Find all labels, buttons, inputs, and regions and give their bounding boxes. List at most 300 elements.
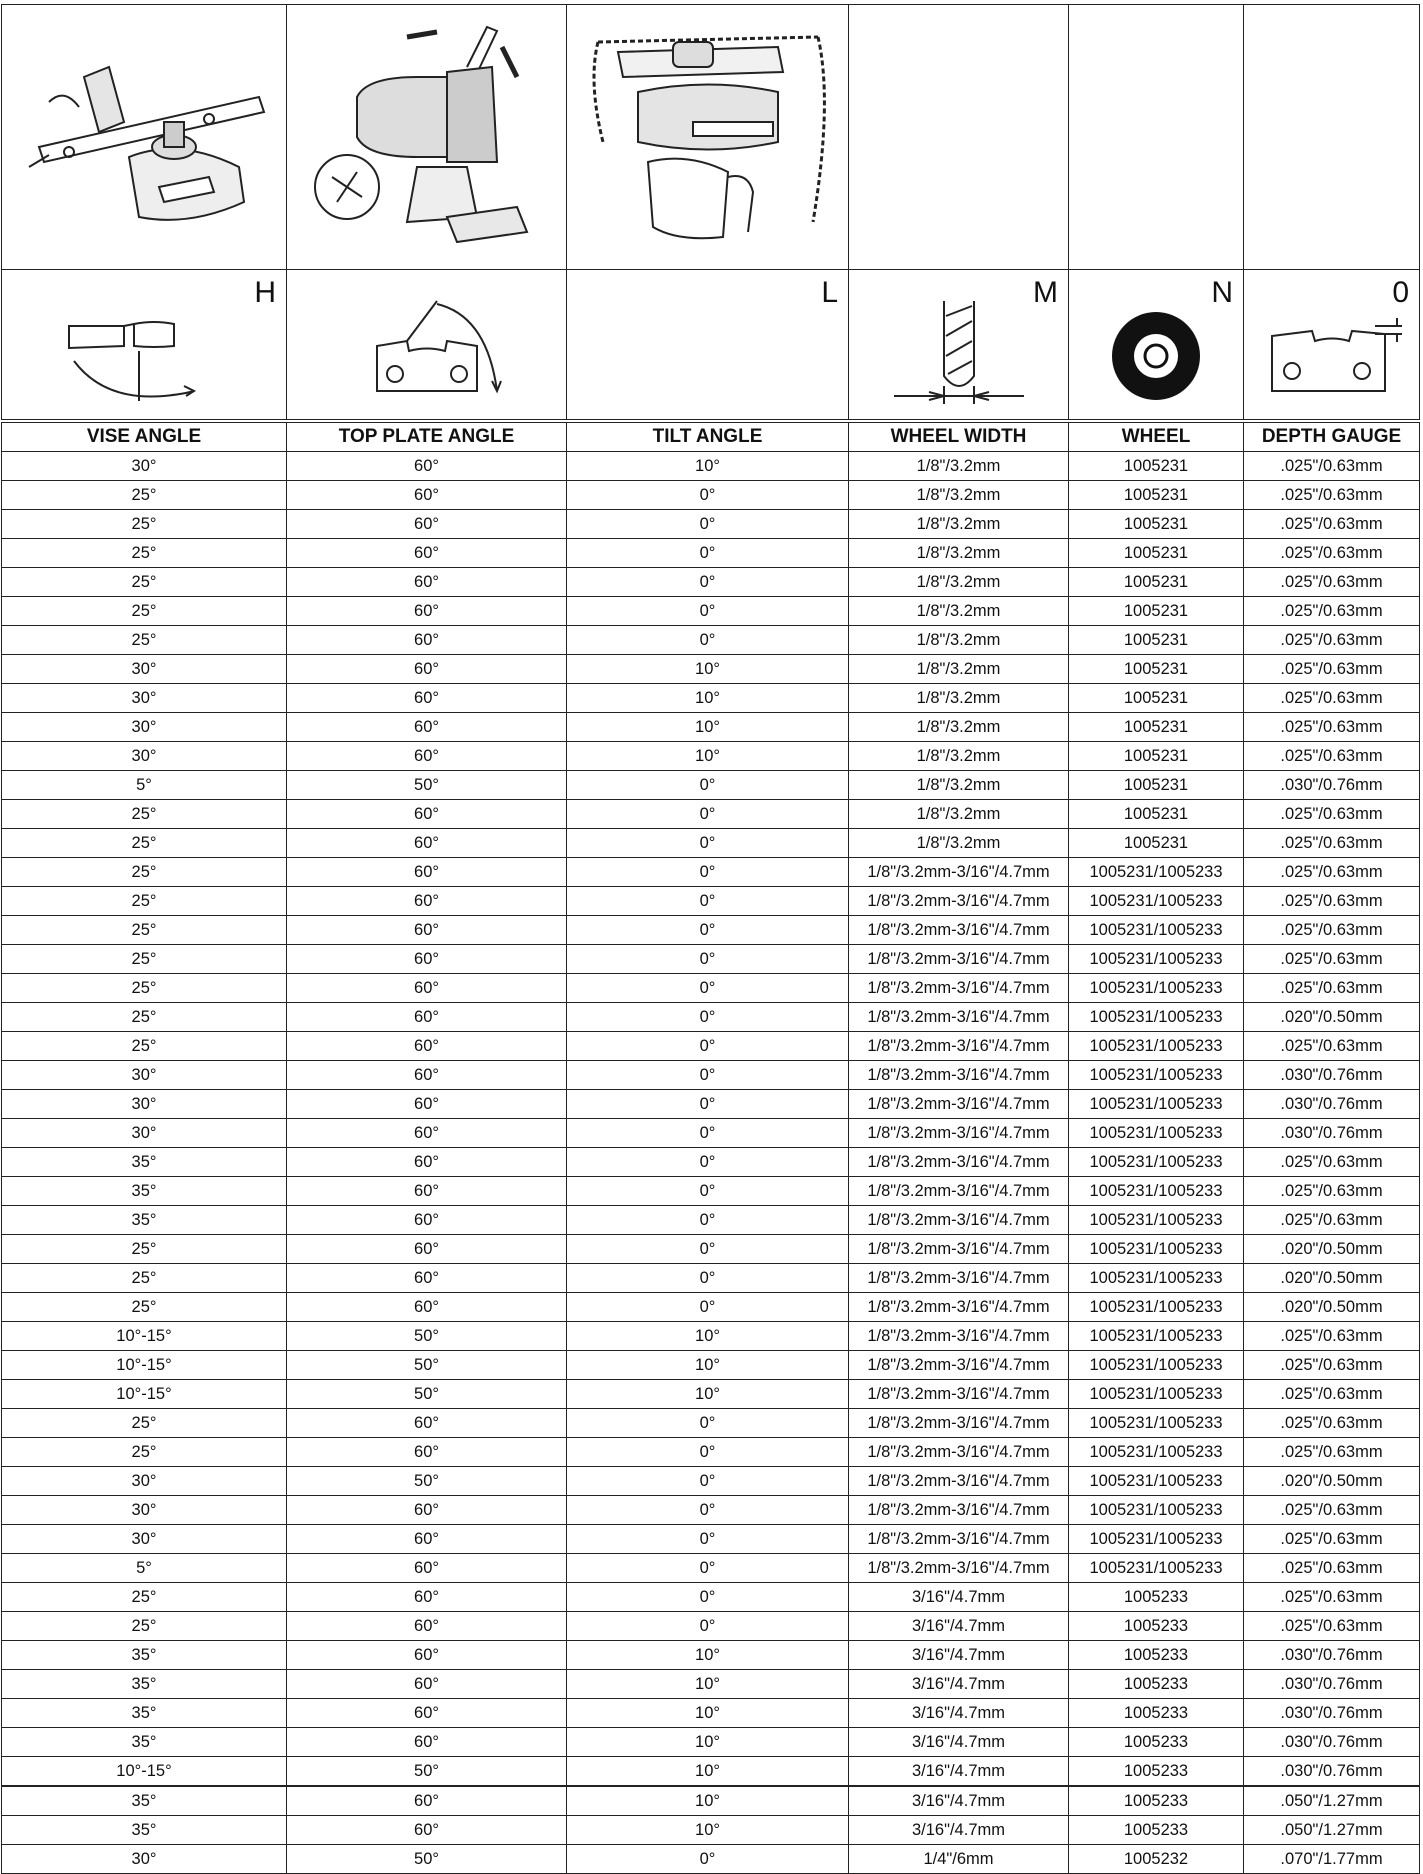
table-cell: 3/16"/4.7mm	[849, 1641, 1069, 1670]
table-header-row	[2, 423, 1420, 452]
table-cell: 0°	[567, 1496, 849, 1525]
table-cell: 1005231/1005233	[1069, 1322, 1244, 1351]
table-cell: .030"/0.76mm	[1244, 1670, 1420, 1699]
table-cell: 10°	[567, 1380, 849, 1409]
table-row	[2, 1554, 1420, 1583]
table-cell: 1005231/1005233	[1069, 1148, 1244, 1177]
table-cell: 1005231	[1069, 568, 1244, 597]
table-cell: 35°	[2, 1670, 287, 1699]
table-cell: 25°	[2, 568, 287, 597]
table-cell: .025"/0.63mm	[1244, 684, 1420, 713]
table-cell: 1005231	[1069, 510, 1244, 539]
table-cell: 0°	[567, 539, 849, 568]
table-row	[2, 1728, 1420, 1757]
table-cell: 1/8"/3.2mm-3/16"/4.7mm	[849, 887, 1069, 916]
table-cell: 1/8"/3.2mm	[849, 597, 1069, 626]
table-cell: 60°	[287, 510, 567, 539]
table-cell: 10°	[567, 1787, 849, 1816]
table-cell: 10°	[567, 1757, 849, 1786]
grinding-wheel-icon	[1106, 306, 1206, 406]
table-cell: 35°	[2, 1699, 287, 1728]
table-row	[2, 1583, 1420, 1612]
table-cell: 50°	[287, 1322, 567, 1351]
table-cell: 30°	[2, 1496, 287, 1525]
table-cell: 1005231/1005233	[1069, 887, 1244, 916]
table-cell: 1005233	[1069, 1699, 1244, 1728]
table-row	[2, 510, 1420, 539]
table-cell: 1005231/1005233	[1069, 1264, 1244, 1293]
table-row	[2, 1148, 1420, 1177]
table-cell: 60°	[287, 1148, 567, 1177]
table-cell: 10°-15°	[2, 1322, 287, 1351]
table-cell: 1/8"/3.2mm-3/16"/4.7mm	[849, 916, 1069, 945]
table-cell: 0°	[567, 568, 849, 597]
table-cell: 0°	[567, 887, 849, 916]
table-cell: 0°	[567, 481, 849, 510]
table-row	[2, 858, 1420, 887]
table-cell: 0°	[567, 945, 849, 974]
table-cell: 1/8"/3.2mm	[849, 539, 1069, 568]
table-cell: .025"/0.63mm	[1244, 568, 1420, 597]
letter-h: H	[254, 276, 276, 309]
table-cell: 60°	[287, 800, 567, 829]
table-row	[2, 945, 1420, 974]
table-cell: 1005233	[1069, 1757, 1244, 1786]
table-cell: 1/8"/3.2mm	[849, 829, 1069, 858]
table-cell: 35°	[2, 1816, 287, 1845]
table-cell: 60°	[287, 742, 567, 771]
empty-illustration-cell-3	[1244, 5, 1420, 270]
table-cell: 50°	[287, 1351, 567, 1380]
table-cell: 1/8"/3.2mm-3/16"/4.7mm	[849, 1235, 1069, 1264]
table-cell: 60°	[287, 539, 567, 568]
table-cell: 1/8"/3.2mm-3/16"/4.7mm	[849, 1061, 1069, 1090]
table-cell: 10°-15°	[2, 1351, 287, 1380]
table-cell: 1/8"/3.2mm-3/16"/4.7mm	[849, 1177, 1069, 1206]
table-cell: .025"/0.63mm	[1244, 1351, 1420, 1380]
table-cell: 1/8"/3.2mm-3/16"/4.7mm	[849, 1264, 1069, 1293]
table-cell: 30°	[2, 684, 287, 713]
table-cell: 30°	[2, 1119, 287, 1148]
table-cell: 35°	[2, 1641, 287, 1670]
table-cell: 1005231	[1069, 452, 1244, 481]
table-row	[2, 1090, 1420, 1119]
table-cell: 0°	[567, 1090, 849, 1119]
table-cell: .030"/0.76mm	[1244, 1061, 1420, 1090]
top-plate-angle-diagram-cell	[287, 270, 567, 420]
table-cell: 1/8"/3.2mm-3/16"/4.7mm	[849, 858, 1069, 887]
table-cell: 1005231/1005233	[1069, 1032, 1244, 1061]
table-cell: 30°	[2, 742, 287, 771]
table-cell: 1005231	[1069, 713, 1244, 742]
table-cell: 60°	[287, 1032, 567, 1061]
table-cell: 60°	[287, 1641, 567, 1670]
table-cell: .030"/0.76mm	[1244, 1119, 1420, 1148]
table-cell: 25°	[2, 945, 287, 974]
table-cell: 5°	[2, 1554, 287, 1583]
table-cell: 0°	[567, 829, 849, 858]
table-row	[2, 742, 1420, 771]
table-cell: .025"/0.63mm	[1244, 1177, 1420, 1206]
table-cell: 3/16"/4.7mm	[849, 1728, 1069, 1757]
table-row	[2, 626, 1420, 655]
table-cell: 1005233	[1069, 1728, 1244, 1757]
table-cell: .030"/0.76mm	[1244, 1641, 1420, 1670]
table-cell: 0°	[567, 1206, 849, 1235]
table-cell: .030"/0.76mm	[1244, 1090, 1420, 1119]
table-cell: 1005231	[1069, 800, 1244, 829]
table-cell: 25°	[2, 887, 287, 916]
table-cell: 3/16"/4.7mm	[849, 1612, 1069, 1641]
table-cell: 10°	[567, 1322, 849, 1351]
table-cell: 30°	[2, 452, 287, 481]
table-cell: 0°	[567, 1119, 849, 1148]
table-cell: .025"/0.63mm	[1244, 1583, 1420, 1612]
chain-adjust-illustration	[567, 5, 849, 270]
table-cell: 35°	[2, 1148, 287, 1177]
table-cell: 1005231	[1069, 684, 1244, 713]
table-cell: 1005231/1005233	[1069, 1525, 1244, 1554]
table-cell: .025"/0.63mm	[1244, 1322, 1420, 1351]
table-cell: .025"/0.63mm	[1244, 829, 1420, 858]
table-cell: 1005231/1005233	[1069, 1380, 1244, 1409]
wheel-width-diagram	[884, 296, 1034, 406]
table-cell: 1/8"/3.2mm-3/16"/4.7mm	[849, 1438, 1069, 1467]
table-cell: .025"/0.63mm	[1244, 1032, 1420, 1061]
table-cell: 0°	[567, 1293, 849, 1322]
table-cell: 1005233	[1069, 1816, 1244, 1845]
table-cell: 60°	[287, 887, 567, 916]
empty-illustration-cell-1	[849, 5, 1069, 270]
table-cell: 30°	[2, 1061, 287, 1090]
table-cell: 1005231/1005233	[1069, 1177, 1244, 1206]
table-cell: 0°	[567, 626, 849, 655]
table-cell: 3/16"/4.7mm	[849, 1583, 1069, 1612]
table-row	[2, 1061, 1420, 1090]
table-row	[2, 1032, 1420, 1061]
table-cell: 1005231	[1069, 829, 1244, 858]
letter-o: 0	[1392, 276, 1409, 309]
table-cell: 10°	[567, 742, 849, 771]
table-cell: 60°	[287, 974, 567, 1003]
table-cell: 1/8"/3.2mm-3/16"/4.7mm	[849, 1525, 1069, 1554]
table-cell: 35°	[2, 1728, 287, 1757]
table-cell: 1/4"/6mm	[849, 1845, 1069, 1874]
table-cell: .025"/0.63mm	[1244, 626, 1420, 655]
table-cell: 1/8"/3.2mm-3/16"/4.7mm	[849, 1351, 1069, 1380]
table-cell: 25°	[2, 1409, 287, 1438]
table-cell: 0°	[567, 1264, 849, 1293]
table-cell: 60°	[287, 1438, 567, 1467]
table-cell: .030"/0.76mm	[1244, 1728, 1420, 1757]
table-row	[2, 1816, 1420, 1845]
table-cell: .030"/0.76mm	[1244, 1699, 1420, 1728]
table-cell: 1/8"/3.2mm	[849, 481, 1069, 510]
table-cell: 25°	[2, 1264, 287, 1293]
table-cell: 60°	[287, 945, 567, 974]
empty-illustration-cell-2	[1069, 5, 1244, 270]
table-cell: 1/8"/3.2mm-3/16"/4.7mm	[849, 1003, 1069, 1032]
col-wheel-width: WHEEL WIDTH	[849, 423, 1069, 452]
table-cell: 0°	[567, 510, 849, 539]
top-plate-angle-diagram	[337, 296, 517, 406]
table-row	[2, 1641, 1420, 1670]
table-cell: 60°	[287, 1496, 567, 1525]
col-vise-angle: VISE ANGLE	[2, 423, 287, 452]
table-cell: 1/8"/3.2mm-3/16"/4.7mm	[849, 1380, 1069, 1409]
letter-n: N	[1211, 276, 1233, 309]
table-cell: 1005233	[1069, 1612, 1244, 1641]
table-cell: 0°	[567, 1583, 849, 1612]
table-cell: 30°	[2, 1525, 287, 1554]
table-cell: 35°	[2, 1177, 287, 1206]
table-row	[2, 800, 1420, 829]
table-cell: 25°	[2, 597, 287, 626]
table-cell: 60°	[287, 1119, 567, 1148]
table-cell: .025"/0.63mm	[1244, 1438, 1420, 1467]
table-cell: .020"/0.50mm	[1244, 1003, 1420, 1032]
table-cell: 25°	[2, 510, 287, 539]
table-row	[2, 1496, 1420, 1525]
table-cell: .020"/0.50mm	[1244, 1264, 1420, 1293]
table-cell: 30°	[2, 655, 287, 684]
table-cell: 60°	[287, 655, 567, 684]
table-cell: 1005231/1005233	[1069, 1061, 1244, 1090]
table-cell: 1005231	[1069, 626, 1244, 655]
table-cell: 60°	[287, 1670, 567, 1699]
table-cell: 1005231	[1069, 597, 1244, 626]
table-cell: 0°	[567, 1554, 849, 1583]
table-cell: 60°	[287, 481, 567, 510]
table-row	[2, 974, 1420, 1003]
table-cell: 25°	[2, 1612, 287, 1641]
table-cell: 30°	[2, 1467, 287, 1496]
table-cell: .030"/0.76mm	[1244, 1757, 1420, 1786]
table-cell: 1/8"/3.2mm-3/16"/4.7mm	[849, 945, 1069, 974]
table-cell: 1/8"/3.2mm-3/16"/4.7mm	[849, 1293, 1069, 1322]
table-cell: 3/16"/4.7mm	[849, 1699, 1069, 1728]
table-cell: .025"/0.63mm	[1244, 655, 1420, 684]
table-cell: 60°	[287, 1583, 567, 1612]
table-cell: 25°	[2, 800, 287, 829]
table-cell: 1/8"/3.2mm-3/16"/4.7mm	[849, 1032, 1069, 1061]
table-row	[2, 1235, 1420, 1264]
table-cell: 0°	[567, 1845, 849, 1874]
table-cell: 1005231/1005233	[1069, 1496, 1244, 1525]
table-cell: 50°	[287, 1467, 567, 1496]
table-row	[2, 1264, 1420, 1293]
vise-angle-diagram	[44, 316, 244, 406]
table-row	[2, 568, 1420, 597]
table-cell: .025"/0.63mm	[1244, 452, 1420, 481]
table-cell: .070"/1.77mm	[1244, 1845, 1420, 1874]
table-cell: 1/8"/3.2mm	[849, 742, 1069, 771]
table-cell: .025"/0.63mm	[1244, 510, 1420, 539]
table-cell: 60°	[287, 1235, 567, 1264]
table-cell: 1005231/1005233	[1069, 1293, 1244, 1322]
table-cell: 60°	[287, 916, 567, 945]
table-cell: 60°	[287, 1816, 567, 1845]
table-cell: 1005233	[1069, 1670, 1244, 1699]
table-cell: 1005231/1005233	[1069, 1467, 1244, 1496]
table-row	[2, 452, 1420, 481]
table-cell: 25°	[2, 539, 287, 568]
table-row	[2, 713, 1420, 742]
vise-angle-diagram-cell	[2, 270, 287, 420]
table-cell: 60°	[287, 597, 567, 626]
table-cell: 10°	[567, 1816, 849, 1845]
table-cell: 1/8"/3.2mm-3/16"/4.7mm	[849, 1496, 1069, 1525]
table-cell: 0°	[567, 1061, 849, 1090]
table-cell: .030"/0.76mm	[1244, 771, 1420, 800]
table-cell: 1005231/1005233	[1069, 1119, 1244, 1148]
table-cell: 1/8"/3.2mm	[849, 568, 1069, 597]
col-wheel: WHEEL	[1069, 423, 1244, 452]
col-tilt-angle: TILT ANGLE	[567, 423, 849, 452]
table-cell: .025"/0.63mm	[1244, 974, 1420, 1003]
table-row	[2, 1845, 1420, 1874]
table-cell: 25°	[2, 1003, 287, 1032]
table-cell: 60°	[287, 568, 567, 597]
table-row	[2, 829, 1420, 858]
table-cell: 25°	[2, 1032, 287, 1061]
depth-gauge-diagram	[1257, 316, 1407, 406]
wheel-width-diagram-cell	[849, 270, 1069, 420]
table-cell: 1/8"/3.2mm-3/16"/4.7mm	[849, 1090, 1069, 1119]
letter-m: M	[1033, 276, 1058, 309]
table-cell: .025"/0.63mm	[1244, 1206, 1420, 1235]
table-cell: 1/8"/3.2mm-3/16"/4.7mm	[849, 974, 1069, 1003]
table-row	[2, 771, 1420, 800]
table-cell: 10°	[567, 1670, 849, 1699]
table-cell: 10°	[567, 713, 849, 742]
table-cell: .025"/0.63mm	[1244, 1409, 1420, 1438]
letter-l: L	[821, 276, 838, 309]
depth-gauge-diagram-cell	[1244, 270, 1420, 420]
table-cell: 60°	[287, 1525, 567, 1554]
vise-clamp-illustration	[2, 5, 287, 270]
table-cell: 35°	[2, 1787, 287, 1816]
table-cell: 0°	[567, 771, 849, 800]
table-cell: 1005231/1005233	[1069, 916, 1244, 945]
table-cell: 0°	[567, 1612, 849, 1641]
table-cell: .025"/0.63mm	[1244, 1612, 1420, 1641]
diagram-row	[1, 269, 1420, 420]
table-cell: 1/8"/3.2mm	[849, 510, 1069, 539]
table-cell: 25°	[2, 1438, 287, 1467]
grinder-head-illustration	[287, 5, 567, 270]
table-cell: 1/8"/3.2mm	[849, 626, 1069, 655]
table-cell: 50°	[287, 1757, 567, 1786]
table-row	[2, 1293, 1420, 1322]
table-cell: 0°	[567, 1438, 849, 1467]
table-cell: 30°	[2, 1845, 287, 1874]
table-cell: 60°	[287, 1090, 567, 1119]
table-cell: 25°	[2, 974, 287, 1003]
table-cell: 25°	[2, 916, 287, 945]
table-cell: 60°	[287, 858, 567, 887]
illustration-row	[1, 4, 1420, 270]
table-cell: 60°	[287, 452, 567, 481]
table-cell: 10°	[567, 1641, 849, 1670]
table-row	[2, 1119, 1420, 1148]
table-cell: 1/8"/3.2mm	[849, 771, 1069, 800]
table-cell: 1005231	[1069, 655, 1244, 684]
table-cell: .025"/0.63mm	[1244, 858, 1420, 887]
table-cell: 1/8"/3.2mm	[849, 800, 1069, 829]
table-cell: 1/8"/3.2mm-3/16"/4.7mm	[849, 1322, 1069, 1351]
table-cell: 60°	[287, 1061, 567, 1090]
table-cell: 1/8"/3.2mm-3/16"/4.7mm	[849, 1148, 1069, 1177]
table-cell: 0°	[567, 1525, 849, 1554]
specs-table-continued	[1, 1786, 1420, 1874]
table-cell: .025"/0.63mm	[1244, 1554, 1420, 1583]
table-cell: 0°	[567, 1177, 849, 1206]
table-cell: 0°	[567, 800, 849, 829]
table-cell: 3/16"/4.7mm	[849, 1816, 1069, 1845]
table-row	[2, 1670, 1420, 1699]
table-cell: .025"/0.63mm	[1244, 800, 1420, 829]
table-row	[2, 1787, 1420, 1816]
table-cell: 1005231/1005233	[1069, 1235, 1244, 1264]
table-cell: 60°	[287, 1728, 567, 1757]
table-cell: 30°	[2, 1090, 287, 1119]
table-cell: .025"/0.63mm	[1244, 887, 1420, 916]
table-cell: 1/8"/3.2mm	[849, 655, 1069, 684]
table-cell: 60°	[287, 1206, 567, 1235]
table-row	[2, 1322, 1420, 1351]
table-row	[2, 1206, 1420, 1235]
table-cell: 10°	[567, 452, 849, 481]
table-row	[2, 916, 1420, 945]
table-cell: 1005231/1005233	[1069, 1090, 1244, 1119]
table-cell: .025"/0.63mm	[1244, 481, 1420, 510]
table-row	[2, 1409, 1420, 1438]
table-row	[2, 1438, 1420, 1467]
table-cell: 1005231/1005233	[1069, 1409, 1244, 1438]
table-row	[2, 1467, 1420, 1496]
table-cell: 60°	[287, 1612, 567, 1641]
table-cell: .025"/0.63mm	[1244, 916, 1420, 945]
table-cell: 30°	[2, 713, 287, 742]
col-top-plate-angle: TOP PLATE ANGLE	[287, 423, 567, 452]
table-cell: 60°	[287, 1003, 567, 1032]
table-row	[2, 684, 1420, 713]
table-cell: 10°	[567, 1351, 849, 1380]
table-cell: 1005231/1005233	[1069, 1438, 1244, 1467]
table-cell: 1/8"/3.2mm	[849, 713, 1069, 742]
table-cell: 60°	[287, 829, 567, 858]
table-row	[2, 1003, 1420, 1032]
col-depth-gauge: DEPTH GAUGE	[1244, 423, 1420, 452]
table-cell: 0°	[567, 916, 849, 945]
table-row	[2, 1612, 1420, 1641]
table-cell: 10°-15°	[2, 1757, 287, 1786]
table-cell: 0°	[567, 1032, 849, 1061]
table-cell: 5°	[2, 771, 287, 800]
table-cell: 3/16"/4.7mm	[849, 1670, 1069, 1699]
table-cell: 1005231/1005233	[1069, 1206, 1244, 1235]
table-cell: 60°	[287, 1787, 567, 1816]
wheel-diagram-cell	[1069, 270, 1244, 420]
table-cell: 0°	[567, 1003, 849, 1032]
table-cell: 0°	[567, 1409, 849, 1438]
table-cell: 50°	[287, 771, 567, 800]
table-cell: 10°-15°	[2, 1380, 287, 1409]
table-cell: 60°	[287, 1177, 567, 1206]
table-cell: 50°	[287, 1845, 567, 1874]
table-cell: 60°	[287, 1554, 567, 1583]
